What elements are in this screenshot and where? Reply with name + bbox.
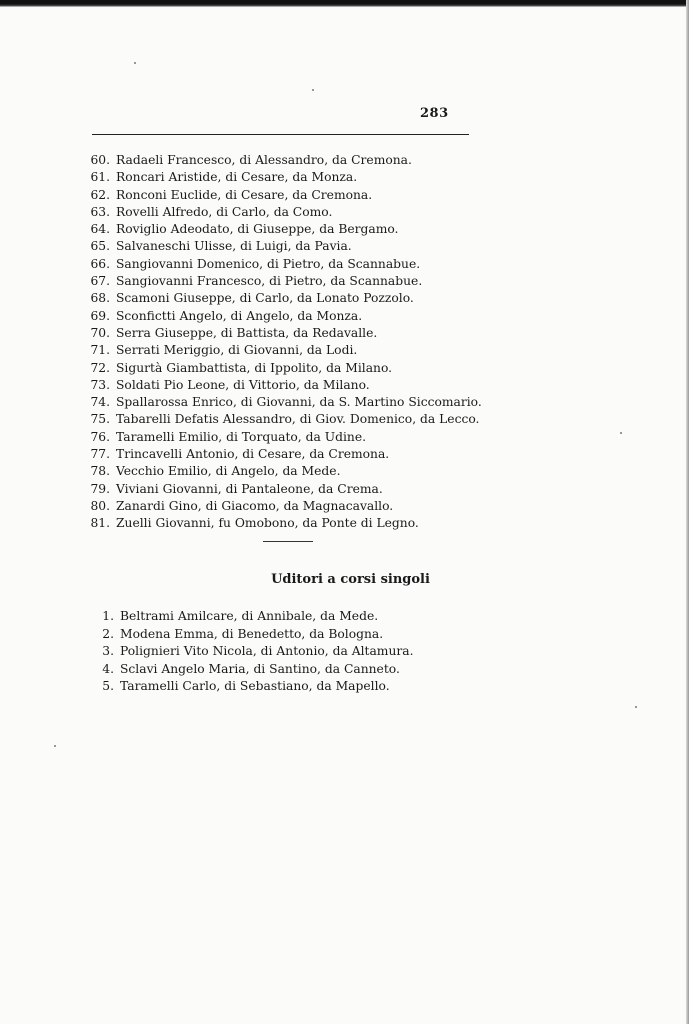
list-item: [86, 360, 482, 377]
list-item: [86, 325, 482, 342]
item-text: Roviglio Adeodato, di Giuseppe, da Bergamo.: [116, 222, 399, 237]
list-item: [86, 256, 482, 273]
page-number: 283: [420, 106, 449, 121]
item-number: 71.: [90, 343, 110, 358]
list-item: [86, 342, 482, 359]
list-item: [86, 308, 482, 325]
item-text: Zuelli Giovanni, fu Omobono, da Ponte di Legno.: [116, 516, 419, 531]
item-number: 67.: [90, 274, 110, 289]
list-item: [86, 515, 482, 532]
item-text: Ronconi Euclide, di Cesare, da Cremona.: [116, 187, 373, 202]
item-text: Scamoni Giuseppe, di Carlo, da Lonato Pozzolo.: [116, 291, 414, 306]
item-number: 2.: [102, 626, 114, 641]
item-text: Serra Giuseppe, di Battista, da Redavalle.: [116, 325, 378, 340]
item-text: Beltrami Amilcare, di Annibale, da Mede.: [120, 609, 379, 623]
item-number: 72.: [90, 360, 110, 375]
list-item: [86, 446, 482, 463]
item-number: 3.: [102, 644, 114, 659]
item-number: 60.: [90, 153, 110, 167]
item-number: 62.: [90, 187, 110, 202]
list-item: [86, 290, 482, 307]
item-text: Rovelli Alfredo, di Carlo, da Como.: [116, 204, 333, 219]
item-text: Spallarossa Enrico, di Giovanni, da S. Martino Siccomario.: [116, 395, 482, 410]
item-number: 73.: [90, 377, 110, 392]
item-number: 70.: [90, 325, 110, 340]
item-text: Sigurtà Giambattista, di Ippolito, da Milano.: [116, 360, 393, 375]
item-text: Modena Emma, di Benedetto, da Bologna.: [120, 626, 384, 641]
item-number: 4.: [102, 661, 114, 676]
item-text: Taramelli Emilio, di Torquato, da Udine.: [116, 429, 367, 444]
section-divider: [263, 541, 313, 542]
list-item: [86, 394, 482, 411]
item-number: 69.: [90, 308, 110, 323]
list-item: [86, 377, 482, 394]
item-number: 5.: [102, 679, 114, 694]
item-number: 64.: [90, 222, 110, 237]
item-text: Salvaneschi Ulisse, di Luigi, da Pavia.: [116, 239, 352, 254]
item-number: 63.: [90, 204, 110, 219]
item-text: Soldati Pio Leone, di Vittorio, da Milano.: [116, 377, 370, 392]
item-text: Tabarelli Defatis Alessandro, di Giov. Domenico, da Lecco.: [116, 412, 480, 427]
item-number: 1.: [102, 609, 114, 623]
item-text: Vecchio Emilio, di Angelo, da Mede.: [116, 464, 341, 479]
student-list: [86, 152, 482, 533]
item-number: 81.: [90, 516, 110, 531]
item-number: 78.: [90, 464, 110, 479]
item-text: Roncari Aristide, di Cesare, da Monza.: [116, 170, 358, 185]
list-item: [86, 429, 482, 446]
item-text: Taramelli Carlo, di Sebastiano, da Mapello.: [120, 679, 390, 694]
item-number: 75.: [90, 412, 110, 427]
list-item: [96, 661, 414, 679]
item-number: 79.: [90, 481, 110, 496]
section-title-text: Uditori a corsi singoli: [271, 572, 430, 587]
list-item: [86, 187, 482, 204]
item-number: 76.: [90, 429, 110, 444]
list-item: [86, 498, 482, 515]
item-number: 61.: [90, 170, 110, 185]
item-number: 65.: [90, 239, 110, 254]
list-item: [96, 626, 414, 644]
item-number: 68.: [90, 291, 110, 306]
item-text: Sangiovanni Francesco, di Pietro, da Scannabue.: [116, 274, 423, 289]
item-text: Radaeli Francesco, di Alessandro, da Cremona.: [116, 153, 412, 167]
list-item: [96, 678, 414, 696]
list-item: [86, 221, 482, 238]
item-number: 74.: [90, 395, 110, 410]
section-title: [0, 572, 569, 587]
item-text: Viviani Giovanni, di Pantaleone, da Crema.: [116, 481, 383, 496]
scan-speck: [620, 432, 622, 434]
item-text: Sangiovanni Domenico, di Pietro, da Scannabue.: [116, 256, 421, 271]
scan-speck: [312, 89, 314, 91]
list-item: [96, 643, 414, 661]
header-rule: [92, 134, 469, 135]
scan-speck: [134, 62, 136, 64]
list-item: [86, 152, 482, 169]
scan-speck: [635, 706, 637, 708]
item-text: Polignieri Vito Nicola, di Antonio, da Altamura.: [120, 644, 414, 659]
list-item: [86, 204, 482, 221]
item-number: 77.: [90, 447, 110, 462]
list-item: [86, 169, 482, 186]
scan-speck: [54, 745, 56, 747]
item-text: Sclavi Angelo Maria, di Santino, da Canneto.: [120, 661, 400, 676]
item-text: Zanardi Gino, di Giacomo, da Magnacavallo.: [116, 498, 394, 513]
auditor-list: [96, 608, 414, 696]
list-item: [86, 273, 482, 290]
scan-top-edge: [0, 0, 689, 7]
list-item: [96, 608, 414, 626]
list-item: [86, 481, 482, 498]
list-item: [86, 411, 482, 428]
item-text: Sconfictti Angelo, di Angelo, da Monza.: [116, 308, 363, 323]
item-number: 80.: [90, 498, 110, 513]
list-item: [86, 238, 482, 255]
item-text: Serrati Meriggio, di Giovanni, da Lodi.: [116, 343, 358, 358]
item-number: 66.: [90, 256, 110, 271]
item-text: Trincavelli Antonio, di Cesare, da Cremona.: [116, 447, 390, 462]
list-item: [86, 463, 482, 480]
